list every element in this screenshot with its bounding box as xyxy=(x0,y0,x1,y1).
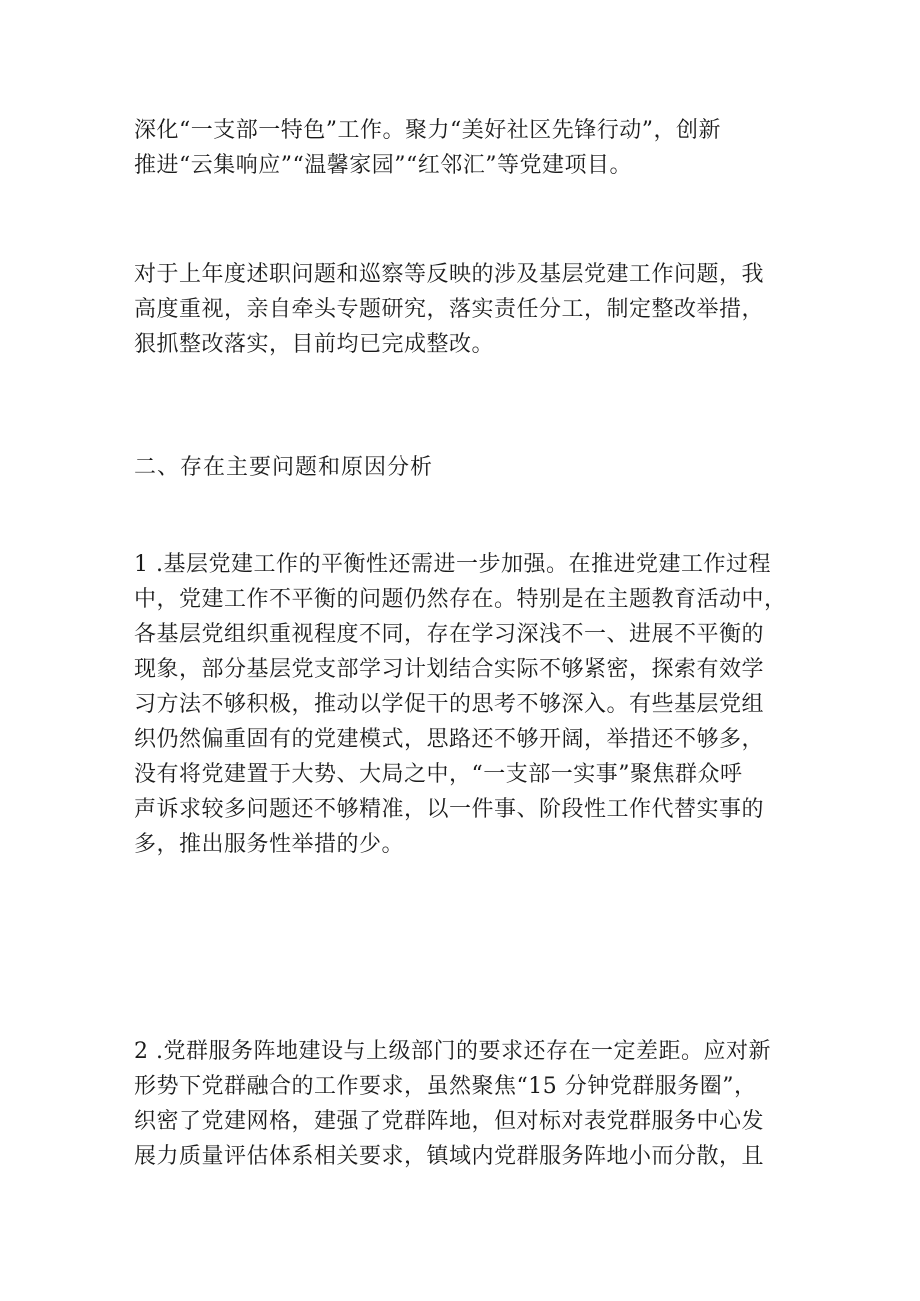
text-line: 展力质量评估体系相关要求，镇域内党群服务阵地小而分散，且 xyxy=(134,1144,765,1169)
paragraph-issue-1-balance xyxy=(134,547,794,862)
text-line: 狠抓整改落实，目前均已完成整改。 xyxy=(134,332,495,357)
text-line: 1 .基层党建工作的平衡性还需进一步加强。在推进党建工作过程 xyxy=(134,552,771,577)
text-line: 深化“一支部一特色”工作。聚力“美好社区先锋行动”，创新 xyxy=(134,118,721,143)
paragraph-rectification xyxy=(134,257,794,362)
text-line: 形势下党群融合的工作要求，虽然聚焦“15 分钟党群服务圈”， xyxy=(134,1074,757,1099)
text-line: 现象，部分基层党支部学习计划结合实际不够紧密，探索有效学 xyxy=(134,657,765,682)
text-line: 2 .党群服务阵地建设与上级部门的要求还存在一定差距。应对新 xyxy=(134,1039,771,1064)
text-line: 推进“云集响应”“温馨家园”“红邻汇”等党建项目。 xyxy=(134,153,632,178)
text-line: 习方法不够积极，推动以学促干的思考不够深入。有些基层党组 xyxy=(134,692,765,717)
text-line: 对于上年度述职问题和巡察等反映的涉及基层党建工作问题，我 xyxy=(134,262,765,287)
text-line: 声诉求较多问题还不够精准，以一件事、阶段性工作代替实事的 xyxy=(134,797,765,822)
paragraph-party-branch-features xyxy=(134,113,794,183)
text-line: 各基层党组织重视程度不同，存在学习深浅不一、进展不平衡的 xyxy=(134,622,765,647)
text-line: 中，党建工作不平衡的问题仍然存在。特别是在主题教育活动中， xyxy=(134,587,787,612)
text-line: 织仍然偏重固有的党建模式，思路还不够开阔，举措还不够多， xyxy=(134,727,765,752)
paragraph-issue-2-service-sites xyxy=(134,1034,794,1174)
section-heading xyxy=(134,450,794,485)
text-line: 多，推出服务性举措的少。 xyxy=(134,832,405,857)
section-heading-text: 二、存在主要问题和原因分析 xyxy=(134,455,434,480)
text-line: 织密了党建网格，建强了党群阵地，但对标对表党群服务中心发 xyxy=(134,1109,765,1134)
text-line: 没有将党建置于大势、大局之中，“一支部一实事”聚焦群众呼 xyxy=(134,762,743,787)
text-line: 高度重视，亲自牵头专题研究，落实责任分工，制定整改举措， xyxy=(134,297,765,322)
